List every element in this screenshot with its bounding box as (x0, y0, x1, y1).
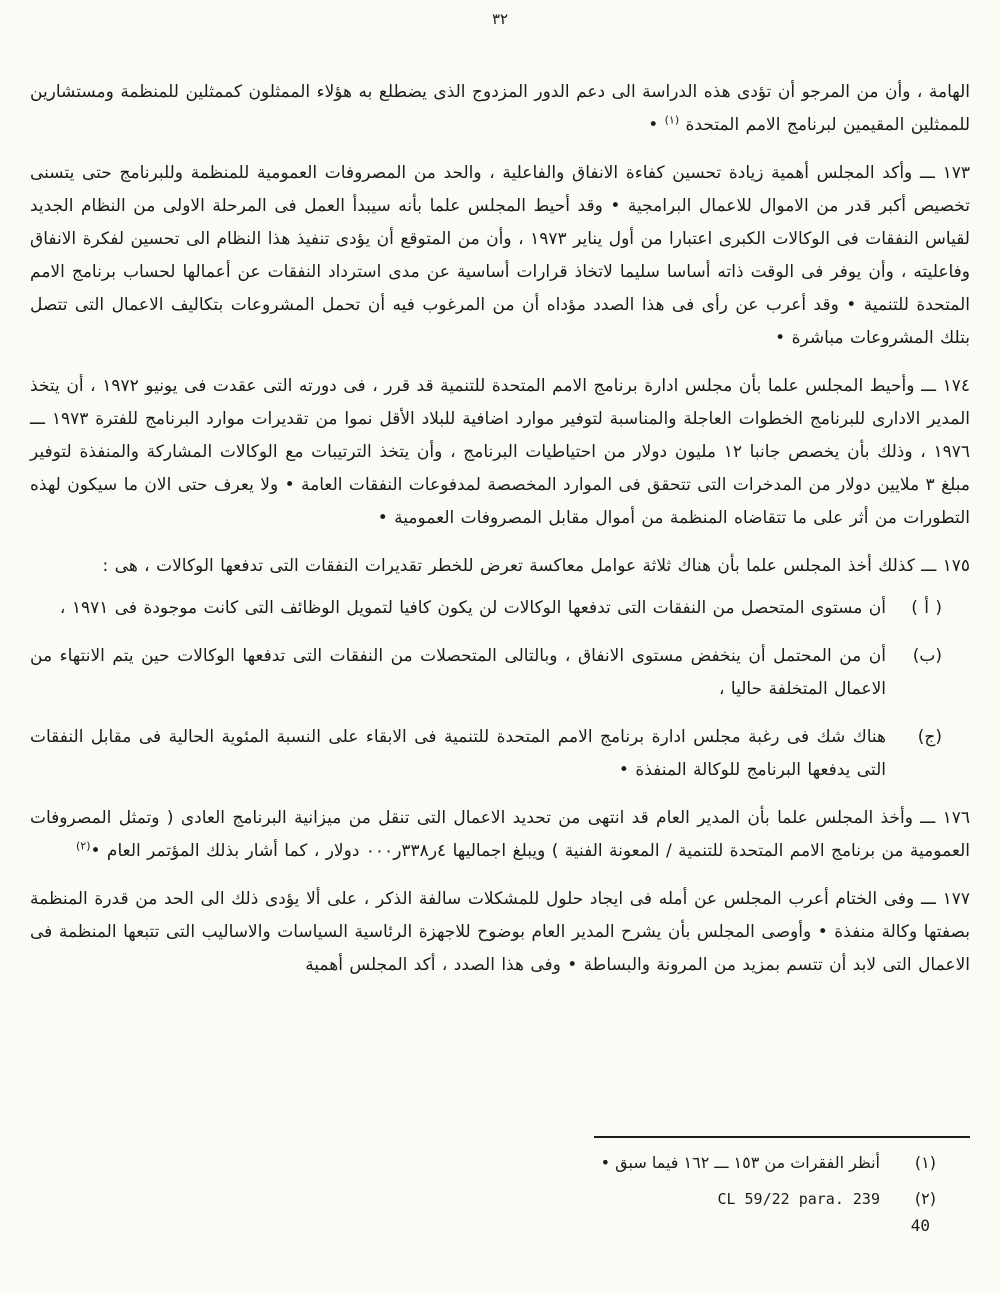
page-number-bottom: 40 (910, 1216, 930, 1235)
list-item-c (30, 721, 970, 787)
document-body (30, 76, 970, 982)
paragraph-text: كذلك أخذ المجلس علما بأن هناك ثلاثة عوامل معاكسة تعرض للخطر تقديرات النفقات التى تدفعها الوكالات ، هى : (102, 556, 915, 576)
paragraph-text: الهامة ، وأن من المرجو أن تؤدى هذه الدراسة الى دعم الدور المزدوج الذى يضطلع به هؤلاء الممثلون كممثلين للمنظمة ومستشارين للممثلين المقيمين لبرنامج الامم المتحدة (30, 82, 970, 135)
paragraph-number: ١٧٥ ـــ (921, 556, 970, 576)
page-number-top: ٣٢ (491, 10, 509, 28)
item-text-c: هناك شك فى رغبة مجلس ادارة برنامج الامم المتحدة للتنمية فى الابقاء على النسبة المئوية الحالية فى مقابل النفقات التى يدفعها البرنامج للوكالة المنفذة • (30, 727, 886, 780)
item-text-a: أن مستوى المتحصل من النفقات التى تدفعها الوكالات لن يكون كافيا لتمويل الوظائف التى كانت موجودة فى ١٩٧١ ، (59, 598, 886, 618)
footnote-2 (30, 1184, 970, 1214)
paragraph-text: وأكد المجلس أهمية زيادة تحسين كفاءة الانفاق والفاعلية ، والحد من المصروفات العمومية للمنظمة وللبرنامج حتى يتسنى تخصيص أكبر قدر من الاموال للاعمال البرامجية • وقد أحيط المجلس علما بأنه سيبدأ العمل فى المرحلة الاولى من النظام الجديد لقياس النفقات فى الوكالات الكبرى اعتبارا من أول يناير ١٩٧٣ ، وأن من المتوقع أن يؤدى تنفيذ هذا النظام الى تحسين لفكرة الانفاق وفاعليته ، وأن يوفر فى الوقت ذاته أساسا سليما لاتخاذ قرارات أساسية عن مدى استرداد النفقات عن أعمالها لحساب برنامج الامم المتحدة للتنمية • وقد أعرب عن رأى فى هذا الصدد مؤداه أن من المرغوب فيه أن تحمل المشروعات بتكاليف الاعمال التى تتصل بتلك المشروعات مباشرة • (30, 163, 970, 348)
paragraph-text: وأحيط المجلس علما بأن مجلس ادارة برنامج الامم المتحدة للتنمية قد قرر ، فى دورته التى عقدت فى يونيو ١٩٧٢ ، أن يتخذ المدير الادارى للبرنامج الخطوات العاجلة والمناسبة لتوفير موارد اضافية للبلاد الأقل نموا من تقديرات موارد البرنامج للفترة ١٩٧٣ ـــ ١٩٧٦ ، وذلك بأن يخصص جانبا ١٢ مليون دولار من احتياطيات البرنامج ، وأن يتخذ الترتيبات مع الوكالات المشاركة والمنفذة لتوفير مبلغ ٣ ملايين دولار من المدخرات التى تتحقق فى الموارد المخصصة لمدفوعات النفقات العامة • ولا يعرف حتى الان ما سيكون لهذه التطورات من أثر على ما تتقاضاه المنظمة من أموال مقابل المصروفات العمومية • (30, 376, 970, 528)
item-marker-a: ( أ ) (911, 598, 942, 618)
paragraph-number: ١٧٣ ـــ (919, 163, 970, 183)
paragraph-176 (30, 802, 970, 868)
footnote-1-marker: (١) (914, 1153, 936, 1172)
paragraph-number: ١٧٦ ـــ (920, 808, 970, 828)
footnote-section (30, 1136, 970, 1220)
item-marker-b: (ب) (912, 646, 942, 666)
footnote-ref-2: (٢) (75, 839, 91, 853)
paragraph-text: وفى الختام أعرب المجلس عن أمله فى ايجاد حلول للمشكلات سالفة الذكر ، على ألا يؤدى ذلك الى الحد من قدرة المنظمة بصفتها وكالة منفذة • وأوصى المجلس بأن يشرح المدير العام بوضوح للاجهزة الرئاسية السياسات والاساليب التى تتبعها المنظمة فى الاعمال التى لابد أن تتسم بمزيد من المرونة والبساطة • وفى هذا الصدد ، أكد المجلس أهمية (30, 889, 970, 975)
list-item-b (30, 640, 970, 706)
sentence-end: • (648, 115, 665, 135)
footnote-ref-1: (١) (664, 113, 680, 127)
paragraph-text: وأخذ المجلس علما بأن المدير العام قد انتهى من تحديد الاعمال التى تنقل من ميزانية البرنامج العادى ( وتمثل المصروفات العمومية من برنامج الامم المتحدة للتنمية / المعونة الفنية ) ويبلغ اجماليها ٤ر٣٣٨ر٠٠٠ دولار ، كما أشار بذلك المؤتمر العام • (30, 808, 970, 861)
footnote-2-text: CL 59/22 para. 239 (717, 1190, 880, 1208)
footnote-separator (594, 1136, 970, 1138)
item-text-b: أن من المحتمل أن ينخفض مستوى الانفاق ، وبالتالى المتحصلات من النفقات التى تدفعها الوكالات حين يتم الانتهاء من الاعمال المتخلفة حاليا ، (30, 646, 886, 699)
footnote-1 (30, 1148, 970, 1178)
paragraph-175 (30, 550, 970, 583)
item-marker-c: (ج) (917, 727, 942, 747)
paragraph-continuation (30, 76, 970, 142)
footnote-2-marker: (٢) (914, 1189, 936, 1208)
list-item-a (30, 592, 970, 625)
paragraph-174 (30, 370, 970, 535)
paragraph-173 (30, 157, 970, 355)
paragraph-number: ١٧٤ ـــ (921, 376, 971, 396)
paragraph-177 (30, 883, 970, 982)
paragraph-number: ١٧٧ ـــ (920, 889, 970, 909)
subitem-list (30, 592, 970, 787)
footnote-1-text: أنظر الفقرات من ١٥٣ ـــ ١٦٢ فيما سبق • (600, 1153, 880, 1172)
